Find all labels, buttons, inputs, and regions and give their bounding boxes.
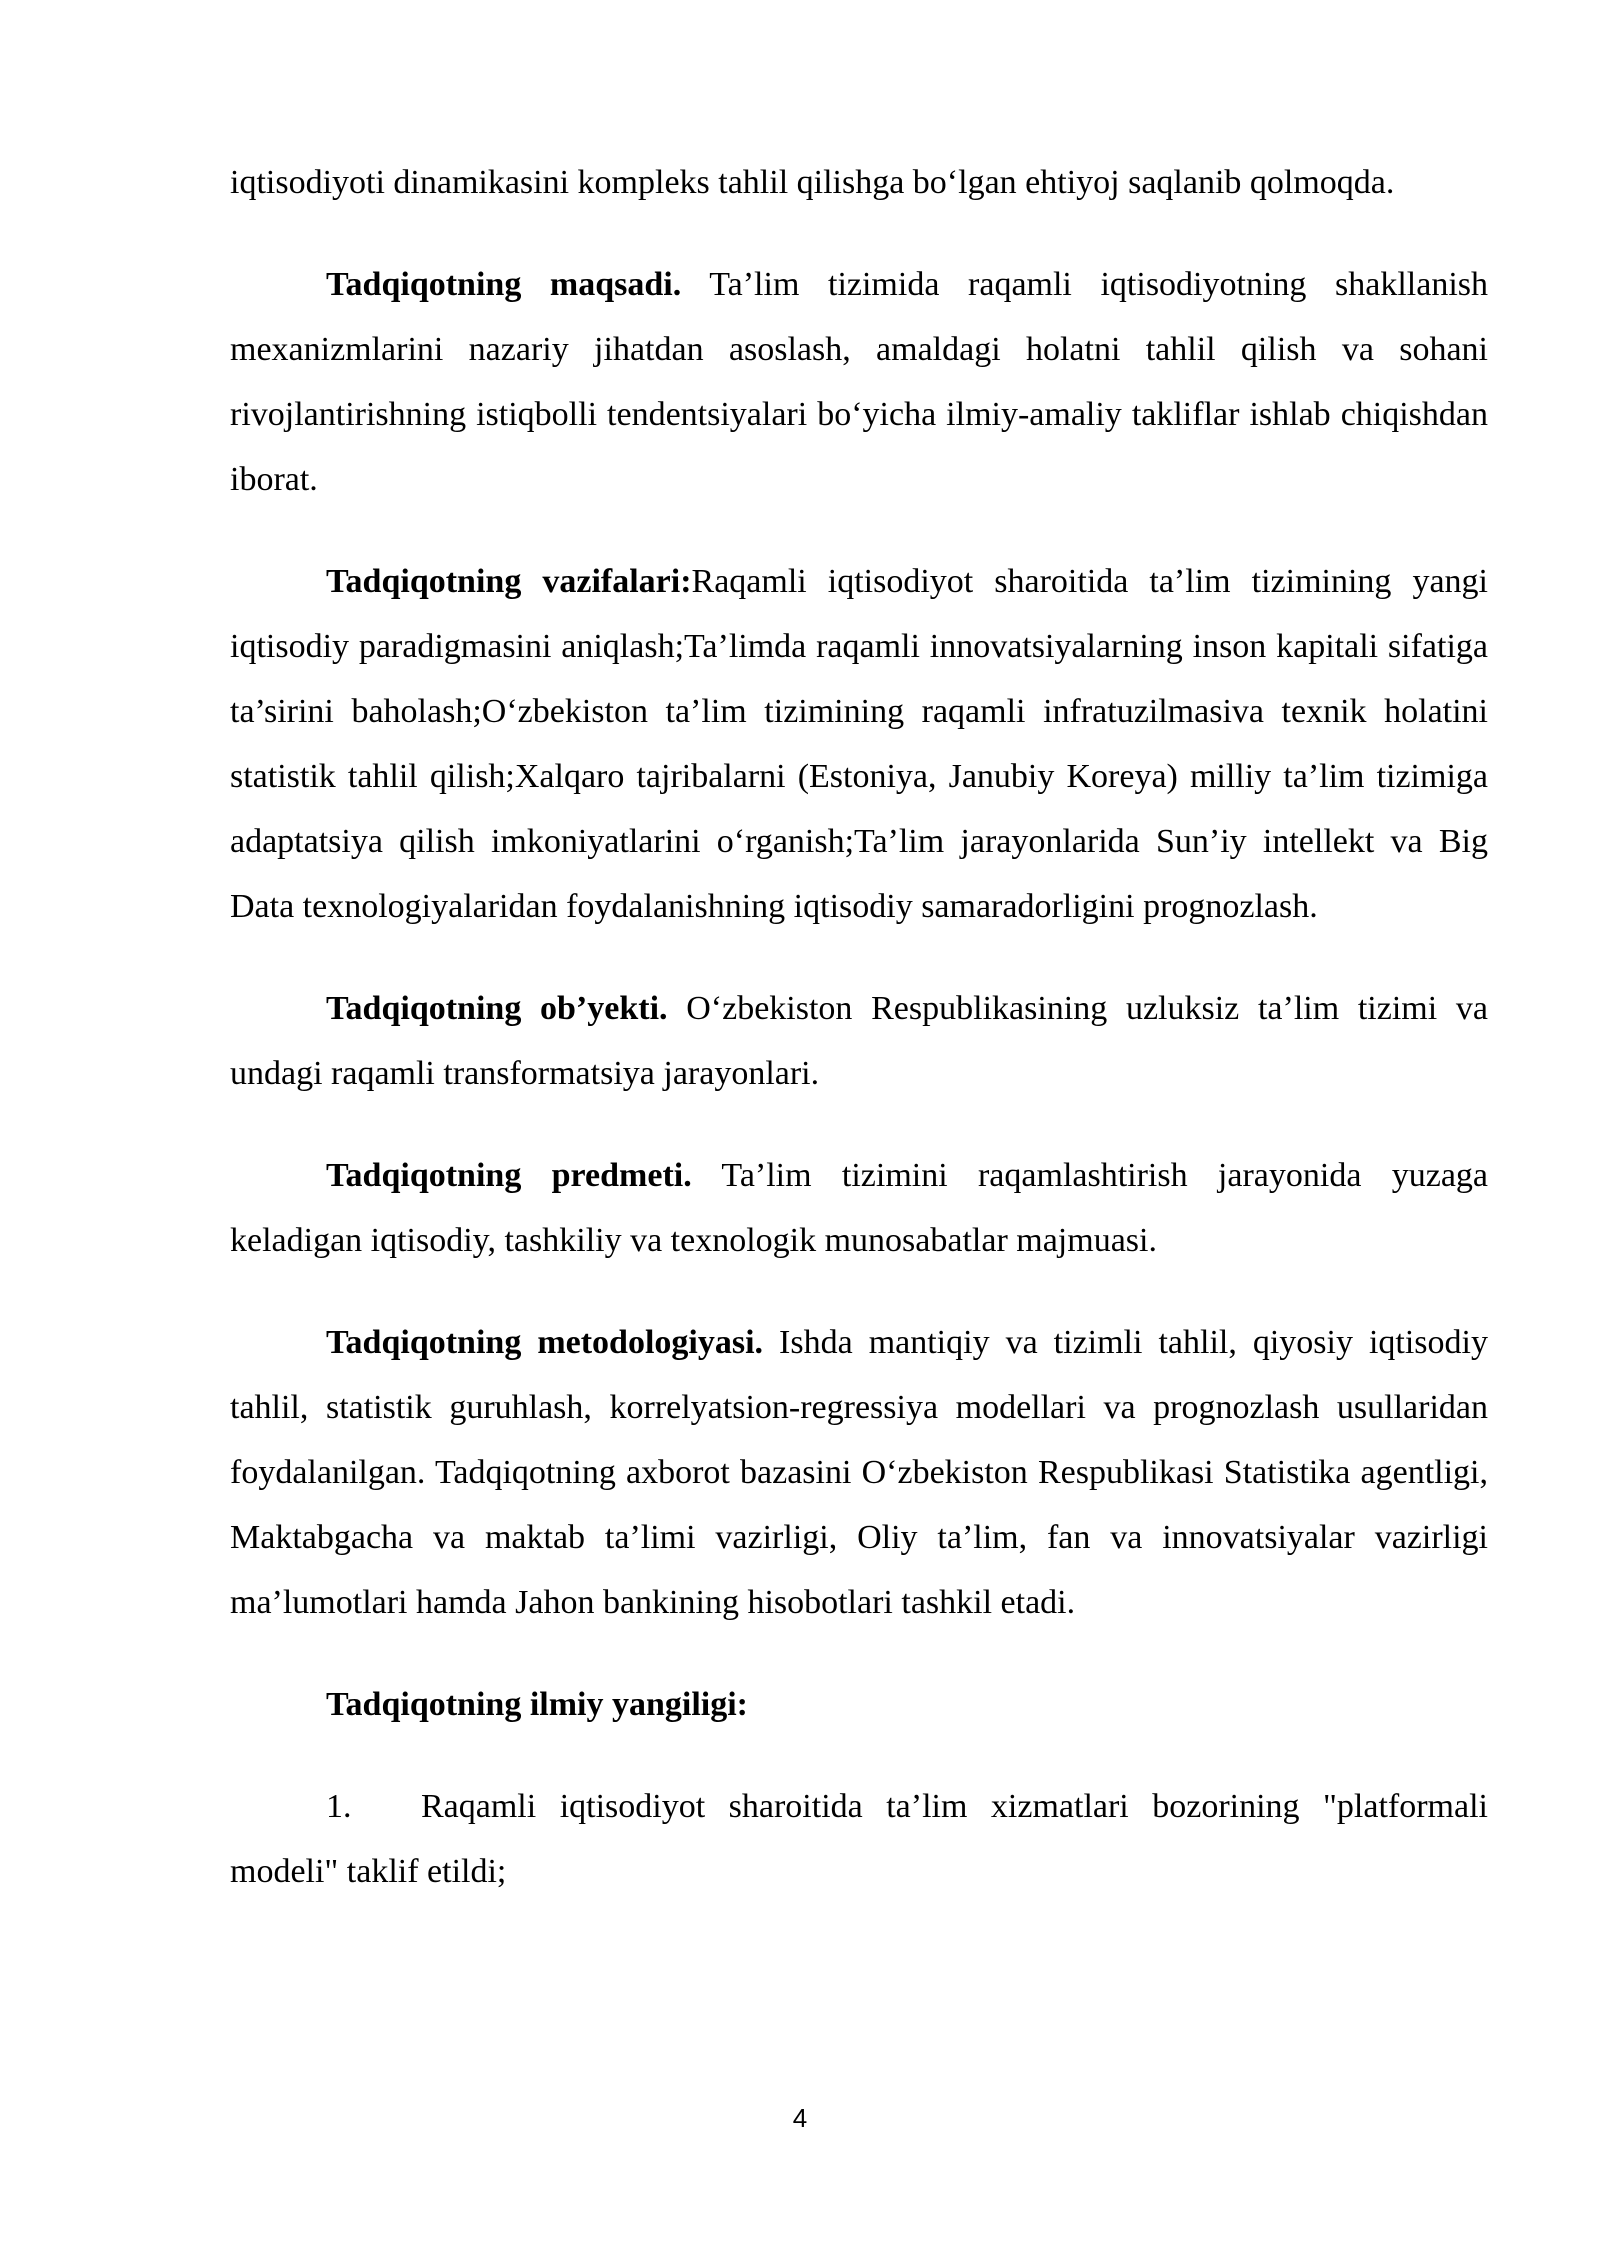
section-maqsad-text: Ta’lim tizimida raqamli iqtisodiyotning shakllanish mexanizmlarini nazariy jihatdan asoslash, amaldagi holatni tahlil qilish va sohani rivojlantirishning istiqbolli tendentsiyalari bo‘yicha ilmiy-amaliy takliflar ishlab chiqishdan iborat. [230,266,1488,498]
section-metodologiya-text: Ishda mantiqiy va tizimli tahlil, qiyosiy iqtisodiy tahlil, statistik guruhlash, korrelyatsion-regressiya modellari va prognozlash usullaridan foydalanilgan. Tadqiqotning axborot bazasini O‘zbekiston Respublikasi Statistika agentligi, Maktabgacha va maktab ta’limi vazirligi, Oliy ta’lim, fan va innovatsiyalar vazirligi ma’lumotlari hamda Jahon bankining hisobotlari tashkil etadi. [230,1324,1488,1621]
section-yangilik [230,1672,1488,1737]
list-item-text: Raqamli iqtisodiyot sharoitida ta’lim xizmatlari bozorining "platformali modeli" taklif etildi; [230,1788,1488,1890]
section-metodologiya [230,1310,1488,1635]
section-obyekt-heading: Tadqiqotning ob’yekti. [326,990,668,1027]
section-yangilik-heading: Tadqiqotning ilmiy yangiligi: [326,1686,748,1723]
section-vazifalar [230,549,1488,939]
section-maqsad-heading: Tadqiqotning maqsadi. [326,266,682,303]
document-page [230,150,1488,1904]
page-number: 4 [792,2103,808,2133]
section-vazifalar-text: Raqamli iqtisodiyot sharoitida ta’lim tizimining yangi iqtisodiy paradigmasini aniqlash;Ta’limda raqamli innovatsiyalarning inson kapitali sifatiga ta’sirini baholash;O‘zbekiston ta’lim tizimining raqamli infratuzilmasiva texnik holatini statistik tahlil qilish;Xalqaro tajribalarni (Estoniya, Janubiy Koreya) milliy ta’lim tizimiga adaptatsiya qilish imkoniyatlarini o‘rganish;Ta’lim jarayonlarida Sun’iy intellekt va Big Data texnologiyalaridan foydalanishning iqtisodiy samaradorligini prognozlash. [230,563,1488,925]
list-item-number: 1. [326,1788,352,1825]
list-item [230,1774,1488,1904]
section-predmet [230,1143,1488,1273]
section-vazifalar-heading: Tadqiqotning vazifalari: [326,563,692,600]
section-obyekt [230,976,1488,1106]
section-predmet-heading: Tadqiqotning predmeti. [326,1157,692,1194]
section-maqsad [230,252,1488,512]
section-predmet-text: Ta’lim tizimini raqamlashtirish jarayonida yuzaga keladigan iqtisodiy, tashkiliy va texnologik munosabatlar majmuasi. [230,1157,1489,1259]
intro-paragraph: iqtisodiyoti dinamikasini kompleks tahlil qilishga bo‘lgan ehtiyoj saqlanib qolmoqda. [230,164,1395,201]
section-metodologiya-heading: Tadqiqotning metodologiyasi. [326,1324,764,1361]
section-obyekt-text: O‘zbekiston Respublikasining uzluksiz ta’lim tizimi va undagi raqamli transformatsiya jarayonlari. [230,990,1488,1092]
